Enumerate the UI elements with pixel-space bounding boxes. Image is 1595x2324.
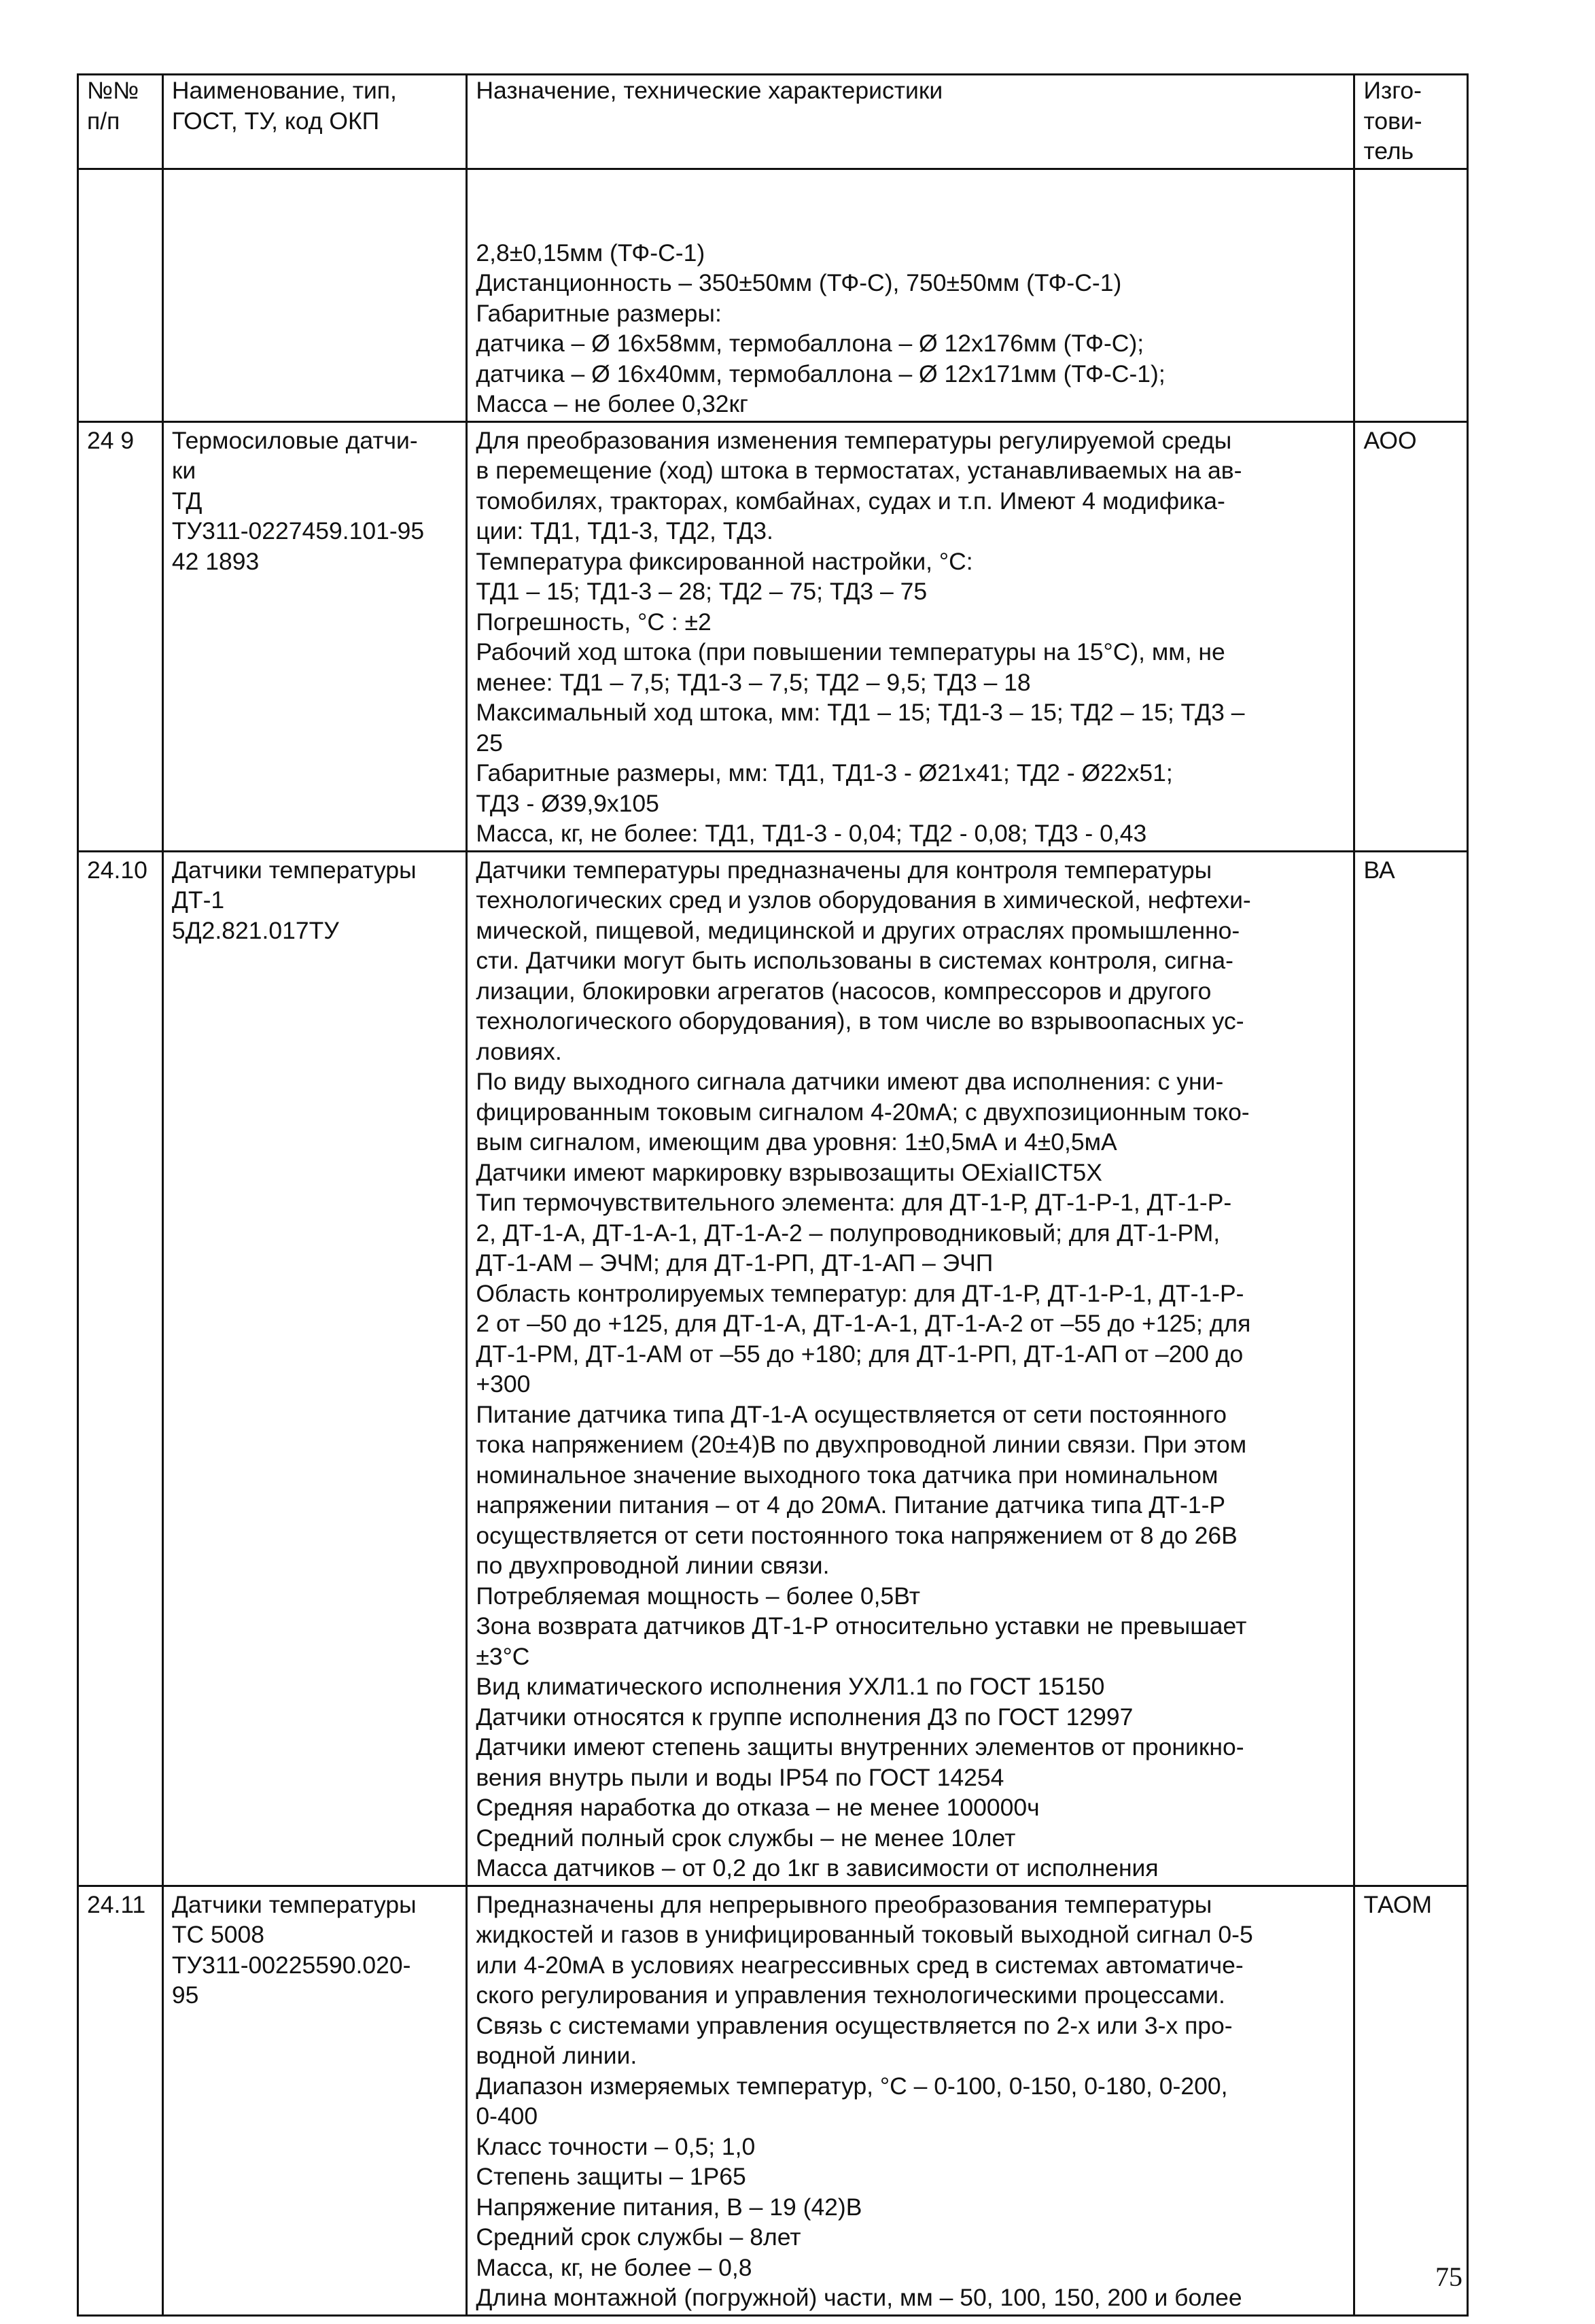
spec-line: Масса датчиков – от 0,2 до 1кг в зависимости от исполнения <box>476 1854 1159 1881</box>
spec-line: 0-400 <box>476 2102 538 2130</box>
spec-line: ловиях. <box>476 1037 562 1065</box>
manufacturer: АОО <box>1354 421 1468 851</box>
spec-line: или 4-20мА в условиях неагрессивных сред в системах автоматиче- <box>476 1951 1244 1979</box>
name-line: ки <box>171 457 196 484</box>
spec-line: Питание датчика типа ДТ-1-А осуществляется от сети постоянного <box>476 1400 1227 1428</box>
spec-line: Тип термочувствительного элемента: для ДТ-1-Р, ДТ-1-Р-1, ДТ-1-Р- <box>476 1189 1232 1216</box>
product-name <box>162 851 467 1886</box>
spec-line: Вид климатического исполнения УХЛ1.1 по ГОСТ 15150 <box>476 1673 1105 1700</box>
spec-line: сти. Датчики могут быть использованы в системах контроля, сигна- <box>476 947 1234 974</box>
spec-line: Датчики имеют маркировку взрывозащиты ОЕxiaIICT5X <box>476 1158 1102 1186</box>
spec-line: Предназначены для непрерывного преобразования температуры <box>476 1890 1212 1918</box>
spec-line: лизации, блокировки агрегатов (насосов, компрессоров и другого <box>476 977 1212 1005</box>
spec-line: технологических сред и узлов оборудования в химической, нефтехи- <box>476 886 1251 914</box>
spec-line: Рабочий ход штока (при повышении температуры на 15°С), мм, не <box>476 638 1225 665</box>
spec-line: ДТ-1-АМ – ЭЧМ; для ДТ-1-РП, ДТ-1-АП – ЭЧП <box>476 1249 994 1277</box>
spec-line: Потребляемая мощность – более 0,5Вт <box>476 1582 921 1610</box>
spec-line: менее: ТД1 – 7,5; ТД1-3 – 7,5; ТД2 – 9,5; ТД3 – 18 <box>476 668 1031 696</box>
spec-line: Напряжение питания, В – 19 (42)В <box>476 2193 862 2221</box>
spec-line: Для преобразования изменения температуры регулируемой среды <box>476 426 1232 454</box>
name-line: 42 1893 <box>171 547 260 575</box>
spec-line: датчика – Ø 16х58мм, термобаллона – Ø 12х176мм (ТФ-С); <box>476 330 1144 357</box>
header-name: Наименование, тип, ГОСТ, ТУ, код ОКП <box>162 75 467 169</box>
spec-line: жидкостей и газов в унифицированный токовый выходной сигнал 0-5 <box>476 1921 1253 1948</box>
row-number: 24.10 <box>78 851 163 1886</box>
spec-line: Датчики имеют степень защиты внутренних элементов от проникно- <box>476 1733 1244 1761</box>
name-line: Датчики температуры <box>171 856 417 884</box>
product-name <box>162 421 467 851</box>
spec-line: Температура фиксированной настройки, °С: <box>476 547 973 575</box>
spec-line: Степень защиты – 1Р65 <box>476 2163 746 2190</box>
spec-line: Датчики относятся к группе исполнения Д3 по ГОСТ 12997 <box>476 1703 1134 1731</box>
spec-line: по двухпроводной линии связи. <box>476 1552 830 1579</box>
spec-line: ±3°С <box>476 1642 530 1670</box>
spec-line: вым сигналом, имеющим два уровня: 1±0,5мА и 4±0,5мА <box>476 1128 1117 1156</box>
spec-line: Средний срок службы – 8лет <box>476 2223 801 2251</box>
spec-line: Средняя наработка до отказа – не менее 100000ч <box>476 1794 1040 1821</box>
spec-line: Датчики температуры предназначены для контроля температуры <box>476 856 1212 884</box>
spec-line: Диапазон измеряемых температур, °С – 0-100, 0-150, 0-180, 0-200, <box>476 2072 1228 2100</box>
name-line: ДТ-1 <box>171 886 225 914</box>
page-number: 75 <box>1435 2261 1462 2292</box>
table-row <box>78 169 1468 421</box>
spec-line: Масса, кг, не более: ТД1, ТД1-3 - 0,04; ТД2 - 0,08; ТД3 - 0,43 <box>476 820 1147 847</box>
specifications <box>467 169 1354 421</box>
spec-line: 2 от –50 до +125, для ДТ-1-А, ДТ-1-А-1, ДТ-1-А-2 от –55 до +125; для <box>476 1310 1251 1337</box>
name-line: ТД <box>171 487 203 515</box>
spec-line: 2,8±0,15мм (ТФ-С-1) <box>476 239 705 266</box>
spec-line: Дистанционность – 350±50мм (ТФ-С), 750±50мм (ТФ-С-1) <box>476 269 1122 296</box>
spec-line: Длина монтажной (погружной) части, мм – 50, 100, 150, 200 и более <box>476 2284 1242 2311</box>
header-manufacturer: Изго- тови- тель <box>1354 75 1468 169</box>
name-line: ТУ311-00225590.020- <box>171 1951 411 1979</box>
spec-line: вения внутрь пыли и воды IP54 по ГОСТ 14254 <box>476 1763 1004 1791</box>
row-number: 24.11 <box>78 1886 163 2315</box>
spec-line: ТД1 – 15; ТД1-3 – 28; ТД2 – 75; ТД3 – 75 <box>476 578 928 605</box>
spec-line: 25 <box>476 729 503 757</box>
spec-line: Зона возврата датчиков ДТ-1-Р относительно уставки не превышает <box>476 1612 1247 1640</box>
manufacturer <box>1354 169 1468 421</box>
spec-line: водной линии. <box>476 2042 637 2069</box>
spec-line: Класс точности – 0,5; 1,0 <box>476 2132 756 2160</box>
spec-line: По виду выходного сигнала датчики имеют два исполнения: с уни- <box>476 1068 1224 1095</box>
product-name <box>162 1886 467 2315</box>
spec-line: Средний полный срок службы – не менее 10лет <box>476 1824 1016 1852</box>
header-no: №№ п/п <box>78 75 163 169</box>
header-description: Назначение, технические характеристики <box>467 75 1354 169</box>
spec-line: томобилях, тракторах, комбайнах, судах и т.п. Имеют 4 модифика- <box>476 487 1225 515</box>
product-name <box>162 169 467 421</box>
specifications <box>467 851 1354 1886</box>
spec-line: Погрешность, °С : ±2 <box>476 608 712 636</box>
spec-line: напряжении питания – от 4 до 20мА. Питание датчика типа ДТ-1-Р <box>476 1491 1226 1519</box>
spec-line: Связь с системами управления осуществляется по 2-х или 3-х про- <box>476 2011 1233 2039</box>
spec-line: Масса, кг, не более – 0,8 <box>476 2253 752 2281</box>
table-row <box>78 851 1468 1886</box>
spec-line: 2, ДТ-1-А, ДТ-1-А-1, ДТ-1-А-2 – полупроводниковый; для ДТ-1-РМ, <box>476 1219 1221 1247</box>
spec-line: в перемещение (ход) штока в термостатах, устанавливаемых на ав- <box>476 457 1242 484</box>
spec-line: ТД3 - Ø39,9х105 <box>476 789 659 817</box>
name-line: 5Д2.821.017ТУ <box>171 916 339 944</box>
spec-line: мической, пищевой, медицинской и других отраслях промышленно- <box>476 916 1240 944</box>
spec-line: осуществляется от сети постоянного тока напряжением от 8 до 26В <box>476 1521 1238 1549</box>
spec-line: ции: ТД1, ТД1-3, ТД2, ТД3. <box>476 517 773 544</box>
spec-table <box>77 73 1469 2317</box>
spec-line: номинальное значение выходного тока датчика при номинальном <box>476 1461 1219 1489</box>
spec-line: Габаритные размеры: <box>476 299 722 327</box>
spec-line: Габаритные размеры, мм: ТД1, ТД1-3 - Ø21х41; ТД2 - Ø22х51; <box>476 759 1173 786</box>
spec-line: ДТ-1-РМ, ДТ-1-АМ от –55 до +180; для ДТ-1-РП, ДТ-1-АП от –200 до <box>476 1340 1244 1368</box>
name-line: Термосиловые датчи- <box>171 426 418 454</box>
table-header-row <box>78 75 1468 169</box>
table-row <box>78 1886 1468 2315</box>
spec-line: технологического оборудования), в том числе во взрывоопасных ус- <box>476 1007 1244 1035</box>
spec-line: тока напряжением (20±4)В по двухпроводной линии связи. При этом <box>476 1431 1247 1458</box>
spec-line: Область контролируемых температур: для ДТ-1-Р, ДТ-1-Р-1, ДТ-1-Р- <box>476 1279 1244 1307</box>
spec-line: датчика – Ø 16х40мм, термобаллона – Ø 12х171мм (ТФ-С-1); <box>476 360 1165 387</box>
table-row <box>78 421 1468 851</box>
row-number <box>78 169 163 421</box>
spec-line: +300 <box>476 1370 531 1398</box>
spec-line: Максимальный ход штока, мм: ТД1 – 15; ТД1-3 – 15; ТД2 – 15; ТД3 – <box>476 699 1245 726</box>
name-line: ТС 5008 <box>171 1921 265 1948</box>
spec-line: ского регулирования и управления технологическими процессами. <box>476 1981 1225 2009</box>
spec-line: Масса – не более 0,32кг <box>476 390 748 417</box>
name-line: Датчики температуры <box>171 1890 417 1918</box>
spec-line: фицированным токовым сигналом 4-20мА; с двухпозиционным токо- <box>476 1098 1250 1126</box>
specifications <box>467 421 1354 851</box>
name-line: ТУ311-0227459.101-95 <box>171 517 425 544</box>
specifications <box>467 1886 1354 2315</box>
manufacturer: ТАОМ <box>1354 1886 1468 2315</box>
manufacturer: ВА <box>1354 851 1468 1886</box>
row-number: 24 9 <box>78 421 163 851</box>
name-line: 95 <box>171 1981 199 2009</box>
